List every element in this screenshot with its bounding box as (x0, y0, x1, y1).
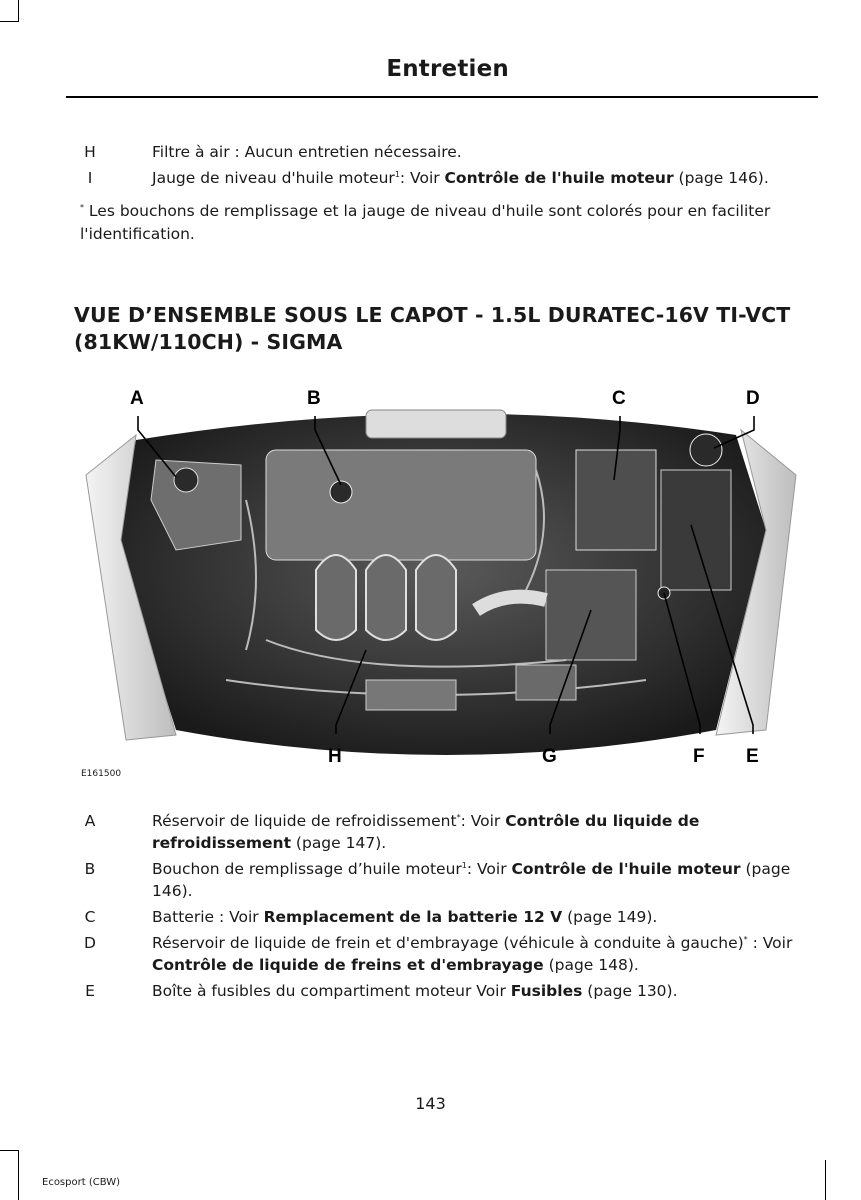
item-text-pre: Réservoir de liquide de frein et d'embrayage (véhicule à conduite à gauche) (152, 934, 744, 952)
item-text-pre: Jauge de niveau d'huile moteur (152, 169, 395, 187)
radiator-support (366, 680, 456, 710)
item-text-pre: Réservoir de liquide de refroidissement (152, 812, 457, 830)
top-item-list (66, 141, 826, 193)
brake-fluid-reservoir (690, 434, 722, 466)
engine-cover (266, 450, 536, 560)
item-key: A (84, 812, 96, 830)
item-text: Filtre à air : Aucun entretien nécessaire. (152, 143, 462, 161)
cowl-vent (366, 410, 506, 438)
crop-mark-top-left-v (18, 0, 19, 22)
coolant-cap (174, 468, 198, 492)
item-key: D (84, 934, 96, 952)
crop-mark-bottom-right-v (825, 1160, 826, 1200)
label-g: G (542, 746, 557, 767)
air-filter-box (546, 570, 636, 660)
cross-reference-link[interactable]: Contrôle de liquide de freins et d'embrayage (152, 956, 544, 974)
item-text-post: (page 149). (562, 908, 658, 926)
item-text-post: (page 130). (582, 982, 678, 1000)
item-text-mid: : Voir (399, 169, 445, 187)
figure-code: E161500 (81, 769, 122, 779)
page-header-title: Entretien (386, 56, 509, 82)
list-item (66, 932, 826, 976)
list-item (66, 906, 826, 928)
cross-reference-link[interactable]: Contrôle du liquide de refroidissement (152, 812, 700, 852)
footnote-ref: * (456, 812, 461, 822)
label-e: E (746, 746, 759, 767)
crop-mark-top-left-h (0, 21, 18, 22)
engine-compartment-illustration (66, 380, 818, 785)
item-text-mid: : Voir (466, 860, 512, 878)
page-number: 143 (415, 1094, 446, 1113)
cross-reference-link[interactable]: Remplacement de la batterie 12 V (263, 908, 563, 926)
item-text (152, 167, 812, 189)
label-h: H (328, 746, 342, 767)
label-a: A (130, 388, 144, 409)
item-text-pre: Boîte à fusibles du compartiment moteur Voir (152, 982, 511, 1000)
item-key: I (87, 169, 93, 187)
label-c: C (612, 388, 626, 409)
list-item (66, 858, 826, 902)
lower-component (516, 665, 576, 700)
footnote (80, 200, 820, 245)
item-text-post: (page 146). (673, 169, 769, 187)
crop-mark-bottom-left-v (18, 1150, 19, 1200)
label-b: B (307, 388, 321, 409)
section-title: VUE D’ENSEMBLE SOUS LE CAPOT - 1.5L DURATEC-16V TI-VCT (81KW/110CH) - SIGMA (74, 303, 791, 354)
item-text (152, 980, 812, 1002)
item-text-pre: Bouchon de remplissage d’huile moteur (152, 860, 462, 878)
fuse-box (661, 470, 731, 590)
footnote-text: Les bouchons de remplissage et la jauge de niveau d'huile sont colorés pour en faciliter l'identification. (80, 202, 771, 243)
cross-reference-link[interactable]: Contrôle de l'huile moteur (511, 860, 741, 878)
item-key: E (85, 982, 95, 1000)
crop-mark-bottom-left-h (0, 1150, 18, 1151)
header-divider (66, 96, 818, 98)
item-text (152, 932, 812, 976)
cross-reference-link[interactable]: Contrôle de l'huile moteur (444, 169, 674, 187)
footnote-ref: 1 (461, 860, 467, 870)
list-item (66, 810, 826, 854)
item-text-post: (page 147). (291, 834, 387, 852)
footnote-ref: * (743, 934, 748, 944)
label-f: F (693, 746, 705, 767)
cross-reference-link[interactable]: Fusibles (510, 982, 583, 1000)
list-item (66, 141, 826, 163)
item-text-mid: : Voir (747, 934, 793, 952)
item-key: H (84, 143, 96, 161)
item-text (152, 810, 812, 854)
item-text (152, 858, 812, 902)
intake-manifold (316, 555, 456, 640)
footnote-mark: * (80, 202, 84, 212)
item-text-post: (page 148). (543, 956, 639, 974)
item-text (152, 906, 812, 928)
item-text-pre: Batterie : Voir (152, 908, 264, 926)
label-d: D (746, 388, 760, 409)
list-item (66, 980, 826, 1002)
list-item (66, 167, 826, 189)
component-list (66, 810, 826, 1006)
item-key: C (84, 908, 96, 926)
item-text-post: (page 146). (152, 860, 791, 900)
item-key: B (84, 860, 96, 878)
footer-model: Ecosport (CBW) (42, 1177, 120, 1188)
footnote-ref: 1 (394, 169, 400, 179)
item-text-mid: : Voir (460, 812, 506, 830)
